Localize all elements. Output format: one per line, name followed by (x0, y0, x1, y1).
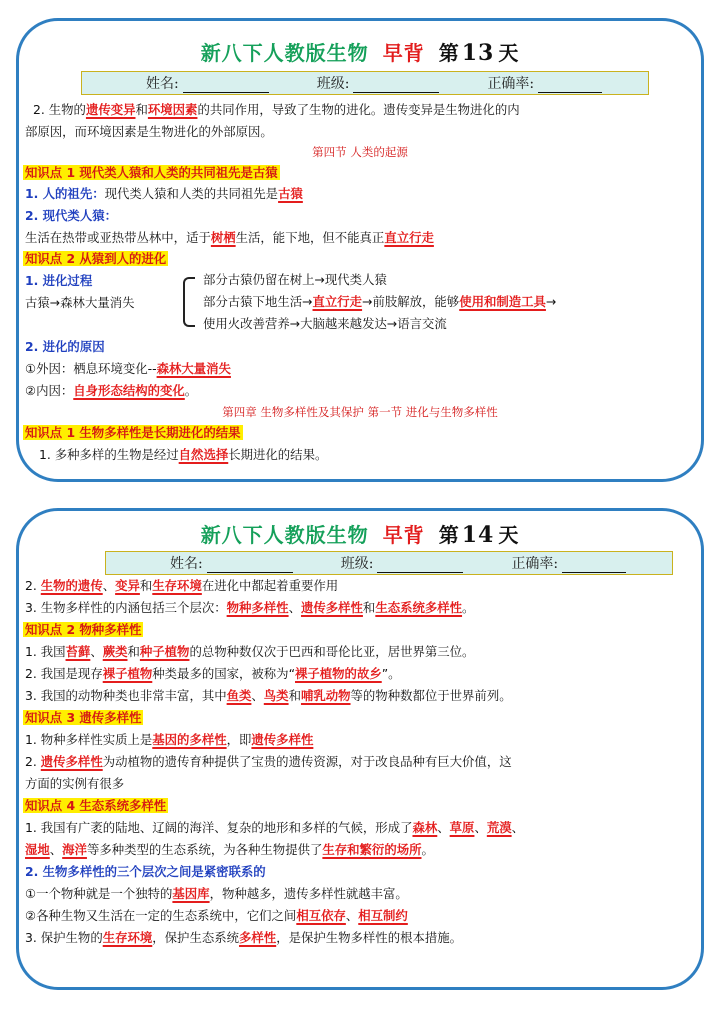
highlighted-term: 树栖 (210, 230, 236, 245)
text-segment: 第四节 人类的起源 (312, 145, 408, 159)
title-day-number: 13 (461, 40, 495, 66)
knowledge-point-label: 知识点 2 物种多样性 (25, 622, 142, 637)
paragraph-line (25, 841, 434, 859)
highlighted-term: 物种多样性 (226, 600, 289, 615)
text-segment: 、 (345, 908, 359, 923)
section-heading (19, 403, 701, 421)
text-segment: 方面的实例有很多 (25, 776, 125, 791)
text-segment: 部分古猿下地生活→ (203, 294, 313, 309)
highlighted-term: 生物的遗传 (40, 578, 103, 593)
title-recite: 早背 (382, 41, 425, 65)
highlighted-term: 鸟类 (263, 688, 289, 703)
text-segment: 的总物种数仅次于巴西和哥伦比亚，居世界第三位。 (189, 644, 475, 659)
text-segment: ，是保护生物多样性的根本措施。 (276, 930, 463, 945)
text-segment: 等多种类型的生态系统，为各种生物提供了 (86, 842, 323, 857)
paragraph-line (33, 101, 520, 119)
highlighted-term: 相互依存 (296, 908, 346, 923)
knowledge-point (23, 797, 168, 815)
text-segment: 、 (288, 600, 301, 615)
paragraph-line (25, 382, 197, 400)
paragraph-line (25, 272, 92, 290)
evolution-branch (203, 271, 387, 289)
text-segment: 、 (511, 820, 524, 835)
text-segment: ，保护生态系统 (152, 930, 240, 945)
text-segment: 和 (288, 688, 301, 703)
highlighted-term: 生态系统多样性 (375, 600, 463, 615)
text-segment: 2. 现代类人猿： (25, 208, 117, 223)
highlighted-term: 蕨类 (102, 644, 128, 659)
text-segment: 、 (102, 578, 116, 593)
text-segment: 、 (49, 842, 63, 857)
paragraph-line (25, 863, 266, 881)
highlighted-term: 哺乳动物 (300, 688, 351, 703)
text-segment: 古猿→森林大量消失 (25, 295, 135, 310)
class-label: 班级: (316, 76, 350, 92)
highlighted-term: 森林 (412, 820, 438, 835)
paragraph-line (25, 819, 524, 837)
highlighted-term: 森林大量消失 (156, 361, 231, 376)
highlighted-term: 海洋 (62, 842, 87, 857)
text-segment: →前肢解放，能够 (362, 294, 460, 309)
highlighted-term: 基因的多样性 (152, 732, 227, 747)
text-segment: 生活，能下地，但不能真正 (235, 230, 385, 245)
text-segment: 1. 进化过程 (25, 273, 93, 288)
title-tian: 天 (498, 523, 520, 547)
paragraph-line (25, 929, 462, 947)
paragraph-line (25, 185, 303, 203)
knowledge-point (23, 621, 143, 639)
text-segment: 和 (362, 600, 376, 615)
paragraph-line (39, 446, 327, 464)
text-segment: 和 (127, 644, 140, 659)
evolution-start (25, 294, 135, 312)
paragraph-line (25, 599, 474, 617)
highlighted-term: 鱼类 (226, 688, 252, 703)
paragraph-line (25, 229, 434, 247)
class-field[interactable] (341, 553, 464, 573)
paragraph-line (25, 687, 512, 705)
text-segment: → (545, 294, 557, 309)
text-segment: 1. 多种多样的生物是经过 (39, 447, 179, 462)
text-segment: 长期进化的结果。 (228, 447, 328, 462)
knowledge-point (23, 709, 143, 727)
text-segment: 。 (421, 842, 434, 857)
title-subject: 新八下人教版生物 (200, 41, 369, 65)
accuracy-field[interactable] (511, 553, 626, 573)
text-segment: 2. 生物的 (33, 102, 86, 117)
name-field[interactable] (146, 73, 269, 93)
paragraph-line (25, 907, 408, 925)
text-segment: 、 (474, 820, 487, 835)
text-segment: ”。 (381, 666, 401, 681)
highlighted-term: 古猿 (278, 186, 303, 201)
highlighted-term: 生存环境 (152, 578, 202, 593)
paragraph-line (25, 207, 117, 225)
text-segment: 。 (184, 383, 198, 398)
text-segment: 2. 我国是现存 (25, 666, 103, 681)
paragraph-line (25, 360, 231, 378)
highlighted-term: 多样性 (239, 930, 277, 945)
name-label: 姓名: (170, 556, 203, 572)
card-day-13 (16, 18, 704, 482)
highlighted-term: 环境因素 (147, 102, 198, 117)
highlighted-term: 种子植物 (139, 644, 190, 659)
text-segment: ①一个物种就是一个独特的 (25, 886, 173, 901)
highlighted-term: 裸子植物的故乡 (295, 666, 382, 681)
title-day-number: 14 (461, 522, 495, 548)
knowledge-point-label: 知识点 1 现代类人猿和人类的共同祖先是古猿 (25, 165, 278, 180)
highlighted-term: 使用和制造工具 (459, 294, 546, 309)
paragraph-line (25, 731, 313, 749)
name-field[interactable] (170, 553, 293, 573)
text-segment: 3. 生物多样性的内涵包括三个层次： (25, 600, 227, 615)
title-recite: 早背 (382, 523, 425, 547)
paragraph-line (25, 338, 105, 356)
name-label: 姓名: (146, 76, 179, 92)
highlighted-term: 变异 (115, 578, 140, 593)
knowledge-point-label: 知识点 1 生物多样性是长期进化的结果 (25, 425, 241, 440)
text-segment: 第四章 生物多样性及其保护 第一节 进化与生物多样性 (222, 405, 498, 419)
highlighted-term: 生存和繁衍的场所 (322, 842, 422, 857)
card-day-14 (16, 508, 704, 990)
highlighted-term: 裸子植物 (102, 666, 153, 681)
class-field[interactable] (317, 73, 440, 93)
knowledge-point (23, 164, 280, 182)
title-tian: 天 (498, 41, 520, 65)
accuracy-label: 正确率: (487, 76, 535, 92)
highlighted-term: 生存环境 (102, 930, 153, 945)
text-segment: 1. 我国有广袤的陆地、辽阔的海洋、复杂的地形和多样的气候，形成了 (25, 820, 413, 835)
highlighted-term: 遗传变异 (85, 102, 136, 117)
card-title (19, 519, 701, 548)
name-blank[interactable] (207, 558, 293, 573)
text-segment: 2. 进化的原因 (25, 339, 105, 354)
accuracy-field[interactable] (487, 73, 602, 93)
paragraph-line (25, 577, 338, 595)
paragraph-line (25, 123, 273, 141)
info-bar (105, 551, 673, 575)
text-segment: 3. 保护生物的 (25, 930, 103, 945)
highlighted-term: 自然选择 (178, 447, 229, 462)
text-segment: ①外因：栖息环境变化-- (25, 361, 157, 376)
highlighted-term: 湿地 (25, 842, 50, 857)
text-segment: 使用火改善营养→大脑越来越发达→语言交流 (203, 316, 447, 331)
highlighted-term: 相互制约 (358, 908, 408, 923)
text-segment: 1. 我国 (25, 644, 66, 659)
text-segment: 2. 生物多样性的三个层次之间是紧密联系的 (25, 864, 266, 879)
text-segment: 、 (90, 644, 103, 659)
accuracy-blank[interactable] (538, 78, 602, 93)
text-segment: 的共同作用，导致了生物的进化。遗传变异是生物进化的内 (197, 102, 520, 117)
knowledge-point-label: 知识点 3 遗传多样性 (25, 710, 142, 725)
text-segment: 和 (139, 578, 153, 593)
knowledge-point (23, 424, 243, 442)
accuracy-blank[interactable] (562, 558, 626, 573)
knowledge-point (23, 250, 168, 268)
class-blank[interactable] (377, 558, 463, 573)
title-di: 第 (438, 523, 460, 547)
highlighted-term: 直立行走 (384, 230, 434, 245)
text-segment: ②内因： (25, 383, 74, 398)
text-segment: 种类最多的国家，被称为“ (152, 666, 295, 681)
text-segment: 部分古猿仍留在树上→现代类人猿 (203, 272, 387, 287)
class-blank[interactable] (353, 78, 439, 93)
name-blank[interactable] (183, 78, 269, 93)
paragraph-line (25, 643, 474, 661)
paragraph-line (25, 885, 408, 903)
highlighted-term: 遗传多样性 (251, 732, 314, 747)
highlighted-term: 遗传多样性 (40, 754, 103, 769)
title-subject: 新八下人教版生物 (200, 523, 369, 547)
highlighted-term: 苔藓 (65, 644, 91, 659)
text-segment: ②各种生物又生活在一定的生态系统中，它们之间 (25, 908, 297, 923)
highlighted-term: 荒漠 (486, 820, 512, 835)
text-segment: 为动植物的遗传育种提供了宝贵的遗传资源，对于改良品种有巨大价值，这 (102, 754, 512, 769)
knowledge-point-label: 知识点 4 生态系统多样性 (25, 798, 167, 813)
highlighted-term: 草原 (449, 820, 475, 835)
text-segment: 等的物种数都位于世界前列。 (350, 688, 512, 703)
text-segment: 、 (251, 688, 264, 703)
text-segment: 现代类人猿和人类的共同祖先是 (104, 186, 279, 201)
text-segment: ，物种越多，遗传多样性就越丰富。 (209, 886, 408, 901)
highlighted-term: 直立行走 (312, 294, 363, 309)
brace (183, 277, 195, 327)
paragraph-line (25, 753, 512, 771)
text-segment: 2. (25, 578, 41, 593)
text-segment: 1. 人的祖先： (25, 186, 105, 201)
text-segment: 。 (462, 600, 475, 615)
title-di: 第 (438, 41, 460, 65)
text-segment: 1. 物种多样性实质上是 (25, 732, 153, 747)
class-label: 班级: (340, 556, 374, 572)
text-segment: ，即 (226, 732, 252, 747)
highlighted-term: 自身形态结构的变化 (73, 383, 185, 398)
highlighted-term: 遗传多样性 (300, 600, 363, 615)
paragraph-line (25, 775, 124, 793)
text-segment: 和 (135, 102, 148, 117)
text-segment: 生活在热带或亚热带丛林中，适于 (25, 230, 211, 245)
knowledge-point-label: 知识点 2 从猿到人的进化 (25, 251, 167, 266)
card-title (19, 37, 701, 66)
section-heading (19, 143, 701, 161)
accuracy-label: 正确率: (511, 556, 559, 572)
evolution-branch (203, 293, 556, 311)
text-segment: 2. (25, 754, 41, 769)
text-segment: 3. 我国的动物种类也非常丰富，其中 (25, 688, 227, 703)
paragraph-line (25, 665, 401, 683)
text-segment: 部原因，而环境因素是生物进化的外部原因。 (25, 124, 273, 139)
evolution-branch (203, 315, 447, 333)
highlighted-term: 基因库 (172, 886, 210, 901)
info-bar (81, 71, 649, 95)
text-segment: 在进化中都起着重要作用 (201, 578, 339, 593)
text-segment: 、 (437, 820, 450, 835)
